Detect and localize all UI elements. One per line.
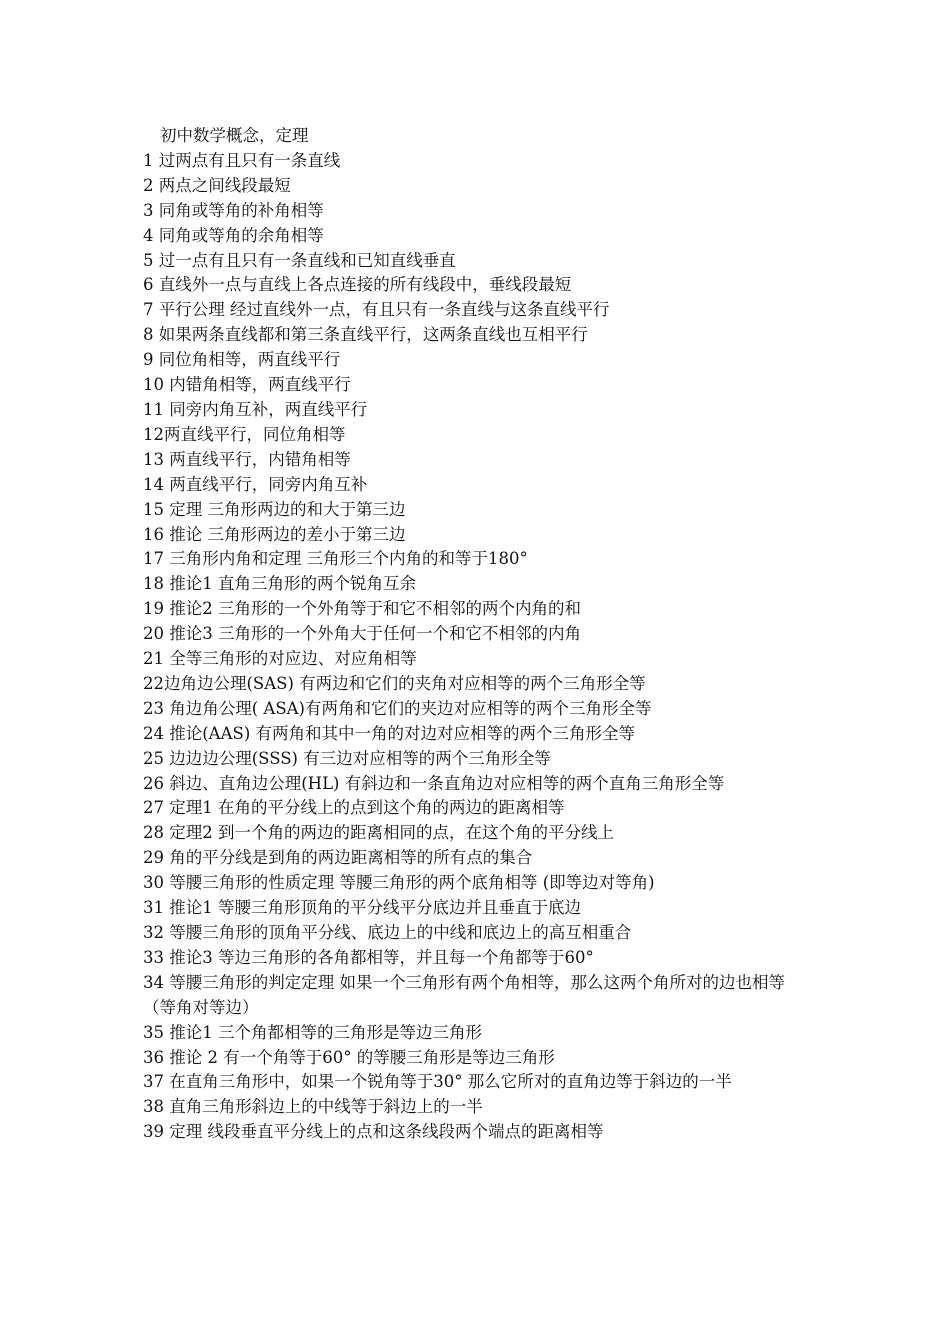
theorem-item: 39 定理 线段垂直平分线上的点和这条线段两个端点的距离相等 (143, 1122, 604, 1142)
theorem-item: 32 等腰三角形的顶角平分线、底边上的中线和底边上的高互相重合 (143, 923, 632, 942)
document-title: 初中数学概念，定理 (160, 126, 309, 145)
theorem-item: 19 推论2 三角形的一个外角等于和它不相邻的两个内角的和 (143, 599, 581, 619)
theorem-item: 6 直线外一点与直线上各点连接的所有线段中，垂线段最短 (143, 275, 572, 295)
theorem-item: 23 角边角公理( ASA)有两角和它们的夹边对应相等的两个三角形全等 (143, 698, 652, 718)
theorem-item: 1 过两点有且只有一条直线 (143, 150, 341, 170)
theorem-item: 26 斜边、直角边公理(HL) 有斜边和一条直角边对应相等的两个直角三角形全等 (143, 773, 725, 793)
theorem-item: 10 内错角相等，两直线平行 (143, 375, 351, 395)
theorem-list (143, 149, 805, 1145)
theorem-item: 16 推论 三角形两边的差小于第三边 (143, 524, 406, 544)
theorem-item: 29 角的平分线是到角的两边距离相等的所有点的集合 (143, 848, 533, 868)
theorem-item: 9 同位角相等，两直线平行 (143, 350, 341, 370)
theorem-item: 15 定理 三角形两边的和大于第三边 (143, 499, 406, 519)
theorem-item: 17 三角形内角和定理 三角形三个内角的和等于180° (143, 549, 528, 569)
theorem-item: 22边角边公理(SAS) 有两边和它们的夹角对应相等的两个三角形全等 (143, 673, 646, 693)
theorem-item: 37 在直角三角形中，如果一个锐角等于30° 那么它所对的直角边等于斜边的一半 (143, 1072, 732, 1092)
theorem-item: 12两直线平行，同位角相等 (143, 424, 346, 444)
theorem-item: 34 等腰三角形的判定定理 如果一个三角形有两个角相等，那么这两个角所对的边也相等（等角对等边） (143, 972, 785, 1017)
theorem-item: 28 定理2 到一个角的两边的距离相同的点，在这个角的平分线上 (143, 823, 614, 843)
theorem-item: 35 推论1 三个角都相等的三角形是等边三角形 (143, 1022, 482, 1042)
theorem-item: 31 推论1 等腰三角形顶角的平分线平分底边并且垂直于底边 (143, 898, 581, 918)
theorem-item: 33 推论3 等边三角形的各角都相等，并且每一个角都等于60° (143, 947, 594, 967)
theorem-item: 36 推论 2 有一个角等于60° 的等腰三角形是等边三角形 (143, 1047, 555, 1067)
theorem-item: 14 两直线平行，同旁内角互补 (143, 474, 368, 494)
theorem-item: 25 边边边公理(SSS) 有三边对应相等的两个三角形全等 (143, 748, 551, 768)
theorem-item: 38 直角三角形斜边上的中线等于斜边上的一半 (143, 1097, 483, 1117)
theorem-item: 11 同旁内角互补，两直线平行 (143, 399, 368, 419)
theorem-item: 30 等腰三角形的性质定理 等腰三角形的两个底角相等 (即等边对等角) (143, 873, 655, 893)
theorem-item: 20 推论3 三角形的一个外角大于任何一个和它不相邻的内角 (143, 624, 581, 644)
theorem-item: 2 两点之间线段最短 (143, 175, 291, 195)
theorem-item: 3 同角或等角的补角相等 (143, 200, 324, 220)
theorem-item: 13 两直线平行，内错角相等 (143, 449, 351, 469)
theorem-item: 21 全等三角形的对应边、对应角相等 (143, 649, 417, 669)
theorem-item: 24 推论(AAS) 有两角和其中一角的对边对应相等的两个三角形全等 (143, 723, 635, 743)
theorem-item: 4 同角或等角的余角相等 (143, 225, 324, 245)
theorem-item: 8 如果两条直线都和第三条直线平行，这两条直线也互相平行 (143, 325, 588, 345)
theorem-item: 27 定理1 在角的平分线上的点到这个角的两边的距离相等 (143, 798, 565, 818)
document-content (143, 124, 805, 1145)
theorem-item: 18 推论1 直角三角形的两个锐角互余 (143, 574, 416, 594)
theorem-item: 5 过一点有且只有一条直线和已知直线垂直 (143, 250, 456, 270)
theorem-item: 7 平行公理 经过直线外一点，有且只有一条直线与这条直线平行 (143, 300, 610, 320)
